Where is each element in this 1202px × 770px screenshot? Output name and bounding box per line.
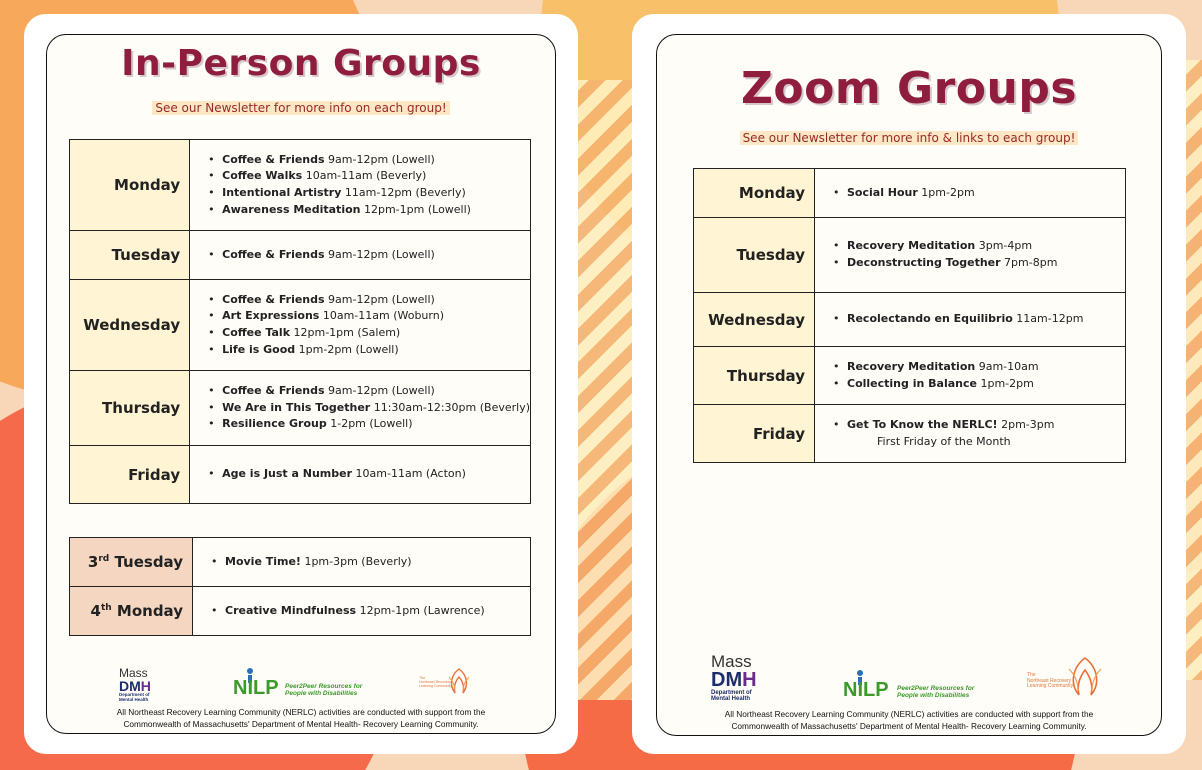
logo-dmh-text [119,679,163,693]
list-item [211,554,530,571]
group-name: Movie Time! [225,554,301,568]
group-time: 10am-11am (Acton) [352,467,466,481]
group-name: Deconstructing Together [847,256,1001,269]
group-name: Coffee & Friends [222,152,325,166]
list-item [208,247,530,264]
list-item [833,359,1125,376]
nerlc-logo [1027,655,1111,705]
group-time: 9am-12pm (Lowell) [324,247,435,261]
day-cell: Tuesday [70,231,190,280]
group-time: 1-2pm (Lowell) [326,417,413,431]
schedule-row [70,371,531,446]
ordinal-suffix: th [100,603,112,613]
group-name: Creative Mindfulness [225,603,357,617]
group-list [833,238,1125,271]
group-list-cell [193,587,531,636]
list-item [208,383,530,400]
group-name: Coffee & Friends [222,247,325,261]
group-list [208,466,530,483]
logo-dept-line: Department of [711,690,752,696]
group-list-cell [193,538,531,587]
group-list-cell [815,293,1126,347]
group-list [833,185,1125,202]
group-name: Recolectando en Equilibrio [847,312,1013,326]
group-name: Coffee Walks [222,169,303,183]
day-cell [70,587,193,636]
day-cell: Thursday [694,347,815,405]
list-item [208,416,530,433]
group-list-cell [190,446,531,504]
logo-letter: D [711,669,726,691]
group-time: 1pm-2pm (Lowell) [295,342,399,356]
group-time: 1pm-2pm [976,376,1034,390]
schedule-row [70,140,531,231]
day-cell: Wednesday [70,280,190,371]
schedule-row [694,169,1126,218]
group-name: Social Hour [847,185,918,199]
list-item [208,202,530,219]
list-item [208,400,530,417]
list-item [208,308,530,325]
logo-nerlc-line: Learning Community [1027,683,1074,689]
logo-nerlc-line: Learning Community [419,683,453,688]
logo-tagline-line: Peer2Peer Resources for [285,683,363,690]
list-item [211,603,530,620]
logo-nerlc-line: The [419,676,426,680]
group-list [211,554,530,571]
ordinal-number: 4 [90,602,101,620]
group-list [208,247,530,264]
mass-dmh-logo [119,667,163,702]
group-list-cell [190,280,531,371]
logo-nerlc-line: The [1027,672,1036,678]
subtitle-text: See our Newsletter for more info on each group! [152,101,449,115]
logo-nilp-text: NILP [233,677,279,699]
schedule-row [694,293,1126,347]
group-time: 9am-12pm (Lowell) [324,152,435,166]
schedule-row [70,280,531,371]
group-list [208,383,530,433]
group-list [833,417,1125,434]
group-list-cell [815,169,1126,218]
logo-letter: M [725,669,743,691]
schedule-row [694,218,1126,293]
list-item [208,292,530,309]
page-subtitle [657,131,1161,145]
logo-mass-text: Mass [119,666,148,680]
day-cell: Friday [694,405,815,463]
logo-nilp-text: NILP [843,679,889,701]
nilp-logo [843,675,993,705]
footer-text [657,709,1161,732]
logo-mass-text: Mass [711,652,752,671]
list-item [208,342,530,359]
logo-nilp-tagline [285,683,362,697]
footer-line: All Northeast Recovery Learning Community (NERLC) activities are conducted with support from the [724,709,1094,719]
group-list [833,359,1125,392]
group-time: 12pm-1pm (Lawrence) [356,603,485,617]
list-item [208,466,530,483]
logo-dept-line: Mental Health [711,696,751,703]
in-person-flyer [24,14,578,754]
group-time: 11am-12pm [1012,312,1084,326]
list-item [833,238,1125,255]
group-name: Age is Just a Number [222,467,353,481]
group-name: Intentional Artistry [222,186,342,199]
day-name: Monday [111,602,183,620]
day-cell: Thursday [70,371,190,446]
subtitle-text: See our Newsletter for more info & links to each group! [740,131,1079,145]
group-name: Life is Good [222,342,296,356]
group-time: 11:30am-12:30pm (Beverly) [370,400,530,414]
footer-text [47,707,555,730]
ordinal-number: 3 [87,553,99,571]
group-name: Recovery Meditation [847,239,976,253]
page-title: Zoom Groups [740,63,1078,114]
day-cell: Tuesday [694,218,815,293]
mass-dmh-logo [711,653,771,703]
footer-line: All Northeast Recovery Learning Community (NERLC) activities are conducted with support from the [116,707,486,717]
schedule-row [70,231,531,280]
logo-nerlc-line: Northeast Recovery [419,679,451,684]
day-cell: Monday [694,169,815,218]
group-name: Coffee Talk [222,326,291,339]
group-time: 7pm-8pm [1000,256,1058,269]
weekly-schedule-table [69,139,531,504]
ordinal-suffix: rd [98,554,110,564]
group-time: 9am-10am [975,359,1039,373]
logo-nerlc-text [1027,673,1073,690]
group-list-cell [190,371,531,446]
group-time: 10am-11am (Woburn) [319,309,444,323]
footer-line: Commonwealth of Massachusetts' Department of Mental Health- Recovery Learning Community. [731,720,1087,731]
list-item [208,152,530,169]
day-cell: Monday [70,140,190,231]
day-cell [70,538,193,587]
schedule-row [70,446,531,504]
logo-dept-line: Mental Health [119,696,149,702]
group-list [211,603,530,620]
group-name: Get To Know the NERLC! [847,417,998,431]
decorative-stripes [572,80,632,700]
logo-letter: M [129,678,141,694]
page-title: In-Person Groups [121,43,481,84]
zoom-flyer [632,14,1186,754]
day-cell: Wednesday [694,293,815,347]
group-list-cell [190,140,531,231]
group-name: Resilience Group [222,417,327,431]
group-list-cell [815,218,1126,293]
group-name: Coffee & Friends [222,292,325,306]
logo-nilp-tagline [897,685,974,699]
group-list-cell [815,347,1126,405]
zoom-schedule-table [693,168,1126,463]
footer-line: Commonwealth of Massachusetts' Department of Mental Health- Recovery Learning Community. [123,718,479,729]
in-person-frame [46,34,556,734]
group-time: 12pm-1pm (Lowell) [360,202,471,216]
schedule-row [70,587,531,636]
schedule-row [70,538,531,587]
list-item [208,325,530,342]
group-time: 10am-11am (Beverly) [302,169,427,183]
list-item [833,376,1125,393]
logo-nerlc-text [419,677,452,689]
monthly-schedule-table [69,537,531,636]
group-list-cell [815,405,1126,463]
day-cell: Friday [70,446,190,504]
group-name: Awareness Meditation [222,202,361,216]
group-time: 3pm-4pm [975,239,1033,253]
logo-nerlc-line: Northeast Recovery [1027,677,1072,684]
logo-dmh-text [711,670,771,690]
list-item [833,185,1125,202]
group-time: 1pm-3pm (Beverly) [300,554,412,568]
logo-dept-line: Department of [119,692,150,697]
list-item [833,311,1125,328]
nerlc-logo [419,667,479,703]
logo-tagline-line: People with Disabilities [897,692,970,700]
group-list [208,292,530,358]
list-item [208,168,530,185]
group-list-cell [190,231,531,280]
group-note: First Friday of the Month [877,435,1011,449]
group-name: Collecting in Balance [847,376,977,390]
group-list [833,311,1125,328]
group-name: We Are in This Together [222,400,371,414]
zoom-frame [656,34,1162,736]
nilp-logo [233,673,383,703]
group-name: Art Expressions [222,309,320,323]
list-item [208,185,530,202]
group-name: Recovery Meditation [847,359,976,373]
group-time: 2pm-3pm [997,417,1055,431]
list-item [833,255,1125,272]
group-time: 1pm-2pm [917,185,975,199]
logo-letter: H [140,678,151,694]
day-name: Tuesday [109,553,183,571]
group-time: 12pm-1pm (Salem) [290,326,401,339]
schedule-row [694,347,1126,405]
group-list [208,152,530,218]
logo-tagline-line: People with Disabilities [285,690,358,698]
logo-letter: D [119,678,130,694]
list-item [833,417,1125,434]
group-time: 11am-12pm (Beverly) [341,186,466,199]
schedule-row [694,405,1126,463]
logo-letter: H [742,669,757,691]
group-time: 9am-12pm (Lowell) [324,384,435,398]
logo-tagline-line: Peer2Peer Resources for [897,685,975,692]
group-time: 9am-12pm (Lowell) [324,292,435,306]
page-subtitle [47,101,555,115]
group-name: Coffee & Friends [222,384,325,398]
